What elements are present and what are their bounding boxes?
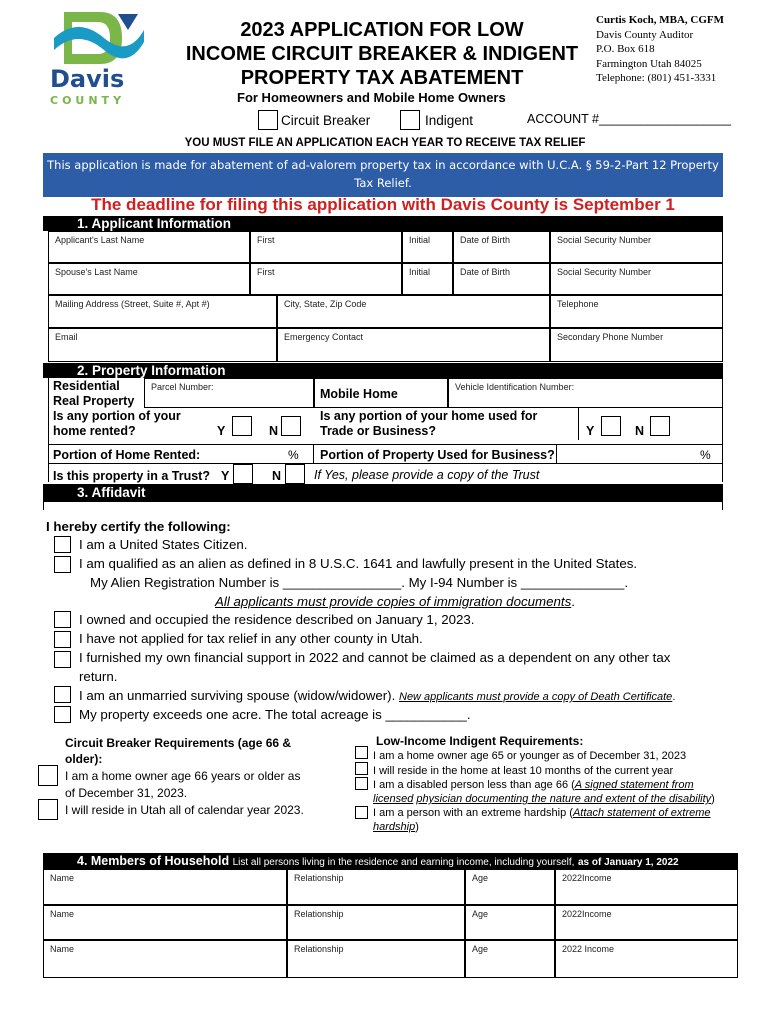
- spouse-last-name-field[interactable]: Spouse's Last Name: [48, 263, 250, 295]
- section-4-header: [43, 853, 738, 869]
- rented-no-checkbox[interactable]: [281, 416, 301, 436]
- li-hardship-checkbox[interactable]: [355, 806, 368, 819]
- cb-age-line-1: I am a home owner age 66 years or older as: [65, 769, 301, 783]
- li-disabled-checkbox[interactable]: [355, 777, 368, 790]
- li-hardship-close: ): [415, 821, 419, 833]
- li-disabled-close: ): [711, 793, 715, 805]
- spouse-ssn-field[interactable]: Social Security Number: [550, 263, 723, 295]
- portion-rented-label: Portion of Home Rented:: [53, 448, 201, 462]
- immigration-docs-period: .: [571, 594, 575, 609]
- qualified-alien-statement: I am qualified as an alien as defined in 8 U.S.C. 1641 and lawfully present in the United States.: [79, 556, 638, 571]
- trade-question-line-2: Trade or Business?: [320, 424, 437, 438]
- member-3-age-field[interactable]: Age: [465, 940, 555, 978]
- section-4-note: List all persons living in the residence and earning income, including yourself,: [232, 857, 575, 868]
- li-licensed-text: licensed: [373, 793, 414, 805]
- logo-text-davis: Davis: [50, 65, 125, 93]
- li-disabled-statement-note: A signed statement from: [574, 779, 694, 791]
- trade-yes-label: Y: [586, 424, 595, 438]
- surviving-spouse-statement: [79, 688, 675, 703]
- real-property-label: Real Property: [53, 394, 135, 408]
- applicant-first-name-field[interactable]: First: [250, 231, 402, 263]
- li-age-checkbox[interactable]: [355, 746, 368, 759]
- exceeds-acre-statement[interactable]: My property exceeds one acre. The total acreage is ___________.: [79, 707, 471, 722]
- member-2-name-field[interactable]: Name: [43, 905, 287, 940]
- cb-requirements-title-1: Circuit Breaker Requirements (age 66 &: [65, 736, 292, 750]
- auditor-city: Farmington Utah 84025: [596, 57, 702, 70]
- li-reside-text: I will reside in the home at least 10 months of the current year: [373, 765, 674, 777]
- form-subtitle: For Homeowners and Mobile Home Owners: [237, 90, 506, 105]
- li-reside-checkbox[interactable]: [355, 762, 368, 775]
- mobile-home-label: Mobile Home: [320, 387, 398, 401]
- trade-yes-checkbox[interactable]: [601, 416, 621, 436]
- auditor-info: [596, 13, 724, 86]
- member-2-income-field[interactable]: 2022Income: [555, 905, 738, 940]
- applicant-last-name-field[interactable]: Applicant's Last Name: [48, 231, 250, 263]
- member-1-income-field[interactable]: 2022Income: [555, 869, 738, 905]
- immigration-docs-note: [215, 594, 575, 609]
- member-2-age-field[interactable]: Age: [465, 905, 555, 940]
- applicant-initial-field[interactable]: Initial: [402, 231, 453, 263]
- portion-business-percent[interactable]: %: [700, 448, 711, 462]
- statute-note-line-2: Tax Relief.: [354, 176, 412, 190]
- auditor-name: Curtis Koch, MBA, CGFM: [596, 14, 725, 26]
- spouse-first-name-field[interactable]: First: [250, 263, 402, 295]
- certify-heading: I hereby certify the following:: [46, 519, 231, 534]
- cb-requirements-title-2: older):: [65, 752, 103, 766]
- deadline-notice: The deadline for filing this application with Davis County is September 1: [91, 195, 675, 214]
- rented-question-line-1: Is any portion of your: [53, 409, 181, 423]
- li-disabled-line-2: [373, 793, 715, 805]
- must-file-notice: YOU MUST FILE AN APPLICATION EACH YEAR TO RECEIVE TAX RELIEF: [184, 137, 586, 149]
- vin-field[interactable]: Vehicle Identification Number:: [448, 378, 723, 408]
- li-disabled-text: I am a disabled person less than age 66 (: [373, 779, 575, 791]
- cb-reside-text: I will reside in Utah all of calendar year 2023.: [65, 803, 304, 817]
- title-line-3: PROPERTY TAX ABATEMENT: [240, 67, 524, 89]
- trade-no-checkbox[interactable]: [650, 416, 670, 436]
- mailing-address-field[interactable]: Mailing Address (Street, Suite #, Apt #): [48, 295, 277, 328]
- indigent-label: Indigent: [425, 113, 474, 128]
- own-support-checkbox[interactable]: [54, 651, 71, 668]
- li-hardship-text: I am a person with an extreme hardship (: [373, 807, 573, 819]
- auditor-office: Davis County Auditor: [596, 28, 694, 41]
- statute-note: [43, 153, 723, 197]
- li-disabled-line-1: [373, 779, 694, 791]
- statute-note-line-1: This application is made for abatement of ad-valorem property tax in accordance with U.C.A. § 59-2-Part 12 Property: [47, 158, 719, 172]
- li-hardship-attach-note: Attach statement of extreme: [572, 807, 711, 819]
- trust-no-label: N: [272, 469, 282, 483]
- logo-text-county: COUNTY: [50, 94, 126, 107]
- portion-business-label: Portion of Property Used for Business?: [320, 448, 555, 462]
- trust-note: If Yes, please provide a copy of the Trust: [314, 468, 540, 482]
- member-1-relationship-field[interactable]: Relationship: [287, 869, 465, 905]
- circuit-breaker-checkbox[interactable]: [258, 110, 278, 130]
- trade-no-label: N: [635, 424, 645, 438]
- death-certificate-note: New applicants must provide a copy of Death Certificate: [399, 691, 673, 703]
- own-support-statement: I furnished my own financial support in 2022 and cannot be claimed as a dependent on any other tax: [79, 650, 671, 665]
- li-age-text: I am a home owner age 65 or younger as of December 31, 2023: [373, 750, 687, 762]
- auditor-po-box: P.O. Box 618: [596, 43, 655, 55]
- immigration-docs-text: All applicants must provide copies of immigration documents: [215, 594, 572, 609]
- own-support-statement-cont: return.: [79, 669, 118, 684]
- cb-reside-checkbox[interactable]: [38, 799, 58, 820]
- section-4-title: 4. Members of Household: [77, 854, 230, 868]
- auditor-phone: Telephone: (801) 451-3331: [596, 72, 717, 84]
- trust-yes-checkbox[interactable]: [233, 464, 253, 484]
- emergency-contact-field[interactable]: Emergency Contact: [277, 328, 550, 362]
- qualified-alien-checkbox[interactable]: [54, 556, 71, 573]
- telephone-field[interactable]: Telephone: [550, 295, 723, 328]
- trust-no-checkbox[interactable]: [285, 464, 305, 484]
- rented-yes-checkbox[interactable]: [232, 416, 252, 436]
- applicant-dob-field[interactable]: Date of Birth: [453, 231, 550, 263]
- circuit-breaker-label: Circuit Breaker: [281, 113, 371, 128]
- section-3-header: 3. Affidavit: [43, 484, 723, 502]
- logo-mark-icon: [48, 8, 148, 68]
- trust-yes-label: Y: [221, 469, 230, 483]
- title-line-2: INCOME CIRCUIT BREAKER & INDIGENT: [185, 43, 579, 65]
- residential-label: Residential: [53, 379, 120, 393]
- portion-rented-percent[interactable]: %: [288, 448, 299, 462]
- li-hardship-line-1: [373, 807, 711, 819]
- form-title: [178, 18, 586, 90]
- surviving-spouse-checkbox[interactable]: [54, 686, 71, 703]
- trade-question-line-1: Is any portion of your home used for: [320, 409, 538, 423]
- member-1-age-field[interactable]: Age: [465, 869, 555, 905]
- rented-question-line-2: home rented?: [53, 424, 136, 438]
- member-3-income-field[interactable]: 2022 Income: [555, 940, 738, 978]
- member-3-name-field[interactable]: Name: [43, 940, 287, 978]
- cb-age-line-2: of December 31, 2023.: [65, 786, 188, 800]
- li-hardship-word: hardship: [373, 821, 416, 833]
- exceeds-acre-checkbox[interactable]: [54, 706, 71, 723]
- death-certificate-period: .: [672, 691, 676, 703]
- cb-age-checkbox[interactable]: [38, 765, 58, 786]
- li-hardship-line-2: [373, 821, 419, 833]
- secondary-phone-field[interactable]: Secondary Phone Number: [550, 328, 723, 362]
- li-physician-text: physician documenting the nature and extent of the disability: [416, 793, 712, 805]
- rented-no-label: N: [269, 424, 279, 438]
- member-2-relationship-field[interactable]: Relationship: [287, 905, 465, 940]
- email-field[interactable]: Email: [48, 328, 277, 362]
- davis-county-logo: [48, 8, 148, 108]
- section-1-header: 1. Applicant Information: [43, 216, 723, 231]
- city-state-zip-field[interactable]: City, State, Zip Code: [277, 295, 550, 328]
- indigent-checkbox[interactable]: [400, 110, 420, 130]
- no-other-relief-checkbox[interactable]: [54, 631, 71, 648]
- member-1-name-field[interactable]: Name: [43, 869, 287, 905]
- owned-occupied-checkbox[interactable]: [54, 611, 71, 628]
- alien-registration-line[interactable]: My Alien Registration Number is ________________. My I-94 Number is ______________.: [90, 575, 629, 590]
- li-requirements-title: Low-Income Indigent Requirements:: [376, 734, 584, 748]
- section-2-header: 2. Property Information: [43, 363, 723, 378]
- trust-question: Is this property in a Trust?: [53, 469, 210, 483]
- rented-yes-label: Y: [217, 424, 226, 438]
- owned-occupied-statement: I owned and occupied the residence described on January 1, 2023.: [79, 612, 475, 627]
- applicant-ssn-field[interactable]: Social Security Number: [550, 231, 723, 263]
- section-4-date: as of January 1, 2022: [577, 857, 679, 868]
- citizen-checkbox[interactable]: [54, 536, 71, 553]
- section-3-frame: [43, 502, 723, 510]
- surviving-spouse-text: I am an unmarried surviving spouse (widow/widower).: [79, 688, 396, 703]
- citizen-statement: I am a United States Citizen.: [79, 537, 248, 552]
- no-other-relief-statement: I have not applied for tax relief in any other county in Utah.: [79, 631, 423, 646]
- spouse-initial-field[interactable]: Initial: [402, 263, 453, 295]
- spouse-dob-field[interactable]: Date of Birth: [453, 263, 550, 295]
- account-number-field[interactable]: ACCOUNT #___________________: [527, 112, 732, 126]
- member-3-relationship-field[interactable]: Relationship: [287, 940, 465, 978]
- title-line-1: 2023 APPLICATION FOR LOW: [240, 19, 524, 41]
- parcel-number-field[interactable]: Parcel Number:: [144, 378, 314, 408]
